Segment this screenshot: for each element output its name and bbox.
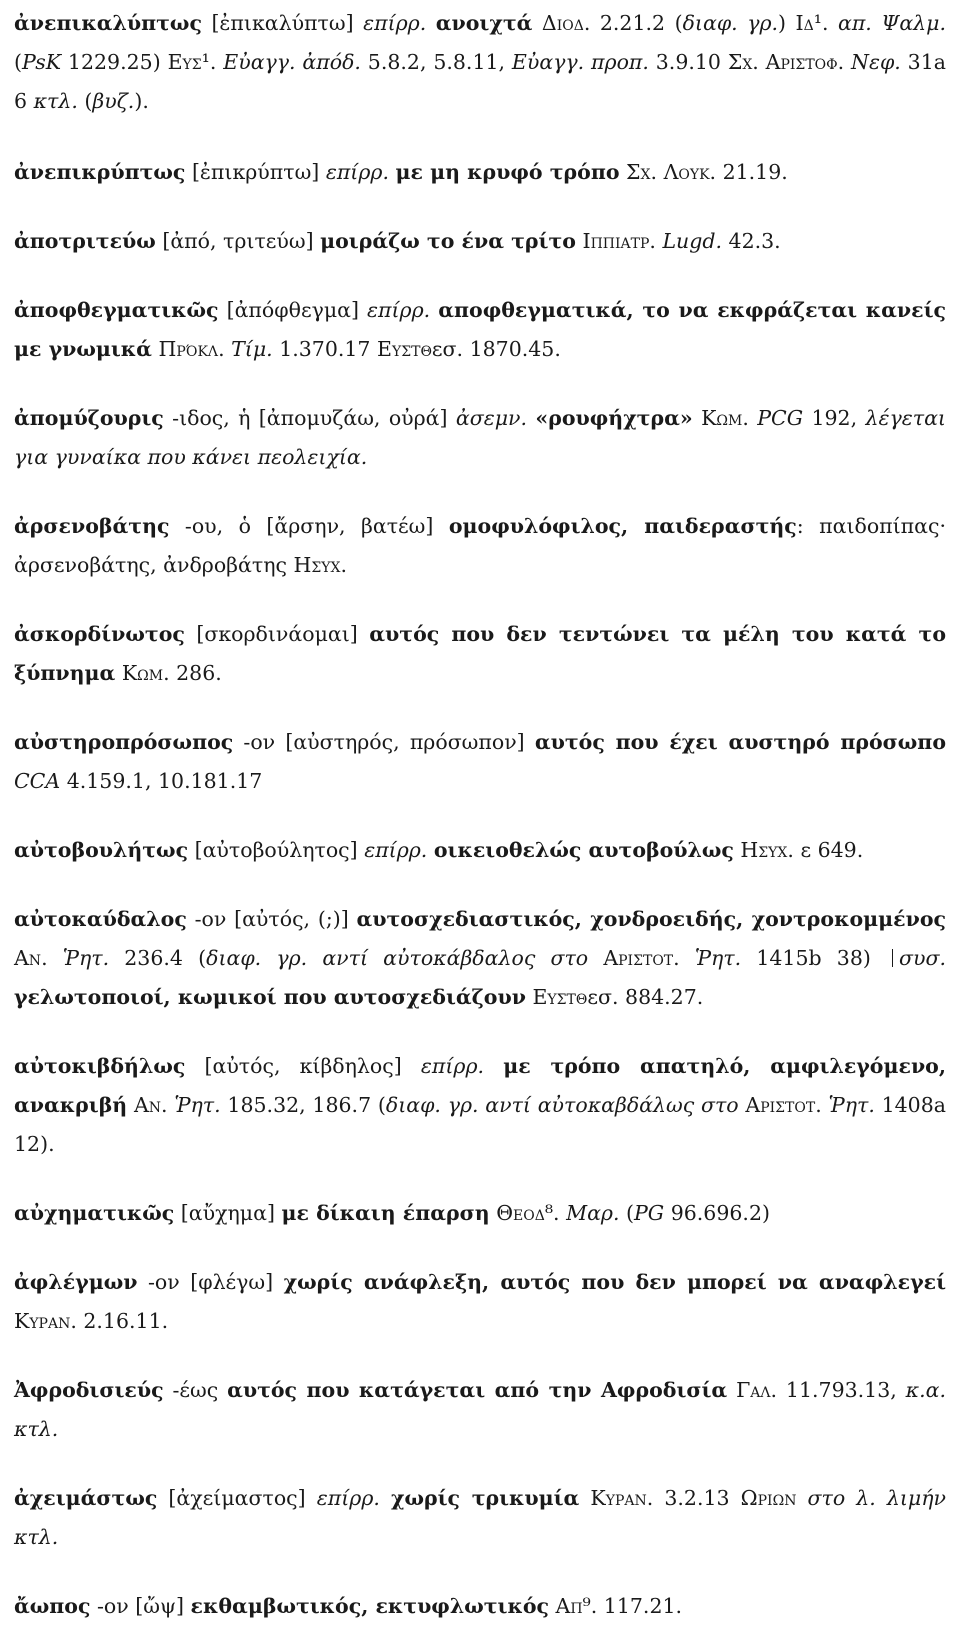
entry-headword: ἄωπος [14, 1594, 91, 1618]
entry-text [872, 11, 882, 35]
entry-headword: αὐστηροπρόσωπος [14, 730, 234, 754]
entry-italic-text: PCG [757, 406, 804, 430]
entry-text [796, 1486, 807, 1510]
entry-text: 31a 6 [14, 50, 946, 113]
entry-italic-text: επίρρ. [325, 160, 389, 184]
entry-text: . 11.793.13, [770, 1378, 906, 1402]
entry-text: ( [14, 50, 22, 74]
entry-text: : παιδοπίπας· ἀρσενοβάτης, ἀνδροβάτης [14, 514, 946, 577]
entry-text: . [650, 160, 664, 184]
entry-text [127, 1093, 134, 1117]
entry-source-abbrev: Σχ [727, 50, 753, 74]
entry-italic-text: επίρρ. [367, 298, 431, 322]
entry-source-abbrev: Αριστοφ [765, 50, 838, 74]
entry-headword: ἀσκορδίνωτος [14, 622, 185, 646]
entry-headword: ἀποτριτεύω [14, 229, 156, 253]
entry-text: [αὐτοβούλητος] [188, 838, 365, 862]
entry-italic-text: PG [634, 1201, 665, 1225]
entry-italic-text: επίρρ. [316, 1486, 380, 1510]
entry-text [426, 11, 436, 35]
entry-text: ( [619, 1201, 635, 1225]
entry-definition: χωρίς τρικυμία [390, 1486, 580, 1510]
entry-definition: αυτός που κατάγεται από την Αφροδισία [227, 1378, 728, 1402]
entry-definition: εκθαμβωτικός, εκτυφλωτικός [190, 1594, 549, 1618]
entry-definition: με δίκαιη έπαρση [281, 1201, 490, 1225]
entry-headword: ἀνεπικρύπτως [14, 160, 186, 184]
entry-source-abbrev: Ησυχ [293, 553, 341, 577]
entry-text: ) [778, 11, 796, 35]
entry-text: . ε 649. [787, 838, 864, 862]
entry-headword: ἀνεπικαλύπτως [14, 11, 202, 35]
entry-italic-text: βυζ. [92, 89, 135, 113]
entry-source-abbrev: Ιδ [795, 11, 814, 35]
entry-text: [ἀπόφθεγμα] [218, 298, 368, 322]
entry-italic-text: διαφ. γρ. αντί αὐτοκαβδάλως στο [385, 1093, 739, 1117]
entry-text: ¹. [201, 50, 224, 74]
entry-definition: αποφθεγματικά, το να εκφράζεται κανείς με γνωμικά [14, 298, 946, 361]
entry-text: 185.32, 186.7 ( [220, 1093, 386, 1117]
entry-italic-text: λέγεται για γυναίκα που κάνει πεολειχία. [14, 406, 946, 469]
entry-text: . [752, 50, 766, 74]
entry-italic-text: Εὐαγγ. προπ. [511, 50, 649, 74]
entry-separator-bar [892, 949, 893, 967]
entry-source-abbrev: Κωμ [121, 661, 164, 685]
entry-definition: με τρόπο απατηλό, αμφιλεγόμενο, ανακριβή [14, 1054, 946, 1117]
entry-source-abbrev: Κωμ [701, 406, 743, 430]
entry-italic-text: απ. [837, 11, 872, 35]
entry-source-abbrev: Θεοδ [496, 1201, 545, 1225]
entry-text: . [340, 553, 348, 577]
entry-text: -ιδος, ἡ [ἀπομυζάω, οὐρά] [163, 406, 456, 430]
entry-headword: αὐτοκαύδαλος [14, 907, 187, 931]
entry-headword: αὐτοβουλήτως [14, 838, 189, 862]
entry-headword: αὐτοκιβδήλως [14, 1054, 186, 1078]
entry-text: ¹. [813, 11, 838, 35]
entry-italic-text: Μαρ. [566, 1201, 620, 1225]
entry-italic-text: Ῥητ. [828, 1093, 875, 1117]
entry-definition: αυτοσχεδιαστικός, χονδροειδής, χοντροκομμένος [356, 907, 946, 931]
entry-italic-text: επίρρ. [364, 838, 428, 862]
entry-source-abbrev: Διοδ [541, 11, 584, 35]
entry-source-abbrev: Απ [555, 1594, 583, 1618]
entry-text [484, 1054, 503, 1078]
entry-italic-text: επίρρ. [363, 11, 427, 35]
entry-source-abbrev: Ωριων [740, 1486, 797, 1510]
dictionary-entry-auchematikos [14, 1194, 946, 1233]
entry-text: . [815, 1093, 829, 1117]
entry-source-abbrev: Αριστοτ [603, 946, 674, 970]
entry-text [727, 1378, 736, 1402]
entry-italic-text: στο λ. λιμήν κτλ. [14, 1486, 946, 1549]
entry-italic-text: διαφ. γρ. [682, 11, 779, 35]
entry-headword: ἀφλέγμων [14, 1270, 138, 1294]
entry-text: . 286. [163, 661, 222, 685]
entry-text: . [41, 946, 63, 970]
entry-headword: ἀπομύζουρις [14, 406, 164, 430]
entry-text: -ον [αὐστηρός, πρόσωπον] [233, 730, 535, 754]
entry-headword: ἀρσενοβάτης [14, 514, 170, 538]
entry-text: . 2.16.11. [70, 1309, 169, 1333]
entry-definition: μοιράζω το ένα τρίτο [320, 229, 576, 253]
entry-source-abbrev: Σχ [626, 160, 651, 184]
dictionary-entry-arsenobates [14, 507, 946, 585]
entry-definition: χωρίς ανάφλεξη, αυτός που δεν μπορεί να αναφλεγεί [283, 1270, 946, 1294]
entry-text: 1415b 38) [741, 946, 887, 970]
entry-source-abbrev: Κυραν [14, 1309, 71, 1333]
entry-text: -ου, ὁ [ἄρσην, βατέω] [169, 514, 449, 538]
entry-definition: με μη κρυφό τρόπο [395, 160, 620, 184]
entry-text: ( [77, 89, 93, 113]
dictionary-entry-acheimastos [14, 1479, 946, 1557]
dictionary-entry-apotriteuo [14, 222, 946, 261]
entry-text: 1229.25) [61, 50, 168, 74]
entry-definition: ομοφυλόφιλος, παιδεραστής [448, 514, 797, 538]
entry-text: -ον [αὐτός, (;)] [186, 907, 357, 931]
entry-definition: ανοιχτά [435, 11, 533, 35]
entry-text: [ἀχείμαστος] [157, 1486, 317, 1510]
dictionary-entry-apomyzouris [14, 399, 946, 477]
entry-italic-text: κ.α. κτλ. [14, 1378, 946, 1441]
entry-text: . 2.21.2 ( [583, 11, 683, 35]
dictionary-entry-anepikryptos [14, 153, 946, 192]
entry-text: . [742, 406, 758, 430]
entry-text: [ἐπικαλύπτω] [201, 11, 364, 35]
entry-italic-text: Εὐαγγ. ἀπόδ. [223, 50, 361, 74]
dictionary-entry-autokibdelos [14, 1047, 946, 1164]
entry-text: 42.3. [722, 229, 781, 253]
entry-text: . [218, 337, 232, 361]
entry-source-abbrev: Κυραν [590, 1486, 647, 1510]
dictionary-entry-aphrodisieus [14, 1371, 946, 1449]
entry-text: -έως [163, 1378, 228, 1402]
entry-text [588, 946, 603, 970]
dictionary-entry-apophthegmatikos [14, 291, 946, 369]
entry-italic-text: PsK [22, 50, 62, 74]
entry-text: -ον [ὤψ] [90, 1594, 191, 1618]
entry-headword: αὐχηματικῶς [14, 1201, 175, 1225]
dictionary-entry-aopos [14, 1587, 946, 1626]
dictionary-entry-austeroprosopos [14, 723, 946, 801]
entry-italic-text: CCA [14, 769, 61, 793]
entry-source-abbrev: Αριστοτ [745, 1093, 816, 1117]
entry-source-abbrev: Ευστθ [532, 985, 588, 1009]
entry-text: 236.4 ( [109, 946, 207, 970]
entry-text: 5.8.2, 5.8.11, [360, 50, 512, 74]
entry-italic-text: Ῥητ. [62, 946, 110, 970]
entry-source-abbrev: Ευστθ [377, 337, 432, 361]
entry-text [693, 406, 701, 430]
entry-text: . [649, 229, 663, 253]
entry-text: [αὔχημα] [174, 1201, 282, 1225]
entry-italic-text: διαφ. γρ. αντί αὐτοκάβδαλος στο [206, 946, 589, 970]
entry-text: 1408a 12). [14, 1093, 946, 1156]
entry-text: εσ. 884.27. [587, 985, 704, 1009]
entry-text: -ον [φλέγω] [137, 1270, 284, 1294]
dictionary-entry-aphlegmon [14, 1263, 946, 1341]
entry-text [579, 1486, 590, 1510]
entry-text: . [673, 946, 695, 970]
entry-text: [αὐτός, κίβδηλος] [185, 1054, 421, 1078]
entry-text: ⁹. 117.21. [582, 1594, 683, 1618]
entry-source-abbrev: Ιππιατρ [582, 229, 650, 253]
entry-italic-text: Lugd. [662, 229, 723, 253]
entry-text: [ἐπικρύπτω] [185, 160, 326, 184]
entry-source-abbrev: Ησυχ [740, 838, 788, 862]
entry-source-abbrev: Ευσ [167, 50, 202, 74]
entry-italic-text: συσ. [899, 946, 946, 970]
dictionary-entry-autokaudalos [14, 900, 946, 1017]
entry-text: ⁸. [544, 1201, 567, 1225]
entry-definition: οικειοθελώς αυτοβούλως [433, 838, 734, 862]
entry-text: . [161, 1093, 175, 1117]
entry-text: 96.696.2) [664, 1201, 770, 1225]
entry-italic-text: Νεφ. [851, 50, 901, 74]
dictionary-entry-anepikalyptos [14, 4, 946, 121]
entry-italic-text: Ῥητ. [694, 946, 742, 970]
entry-italic-text: ἀσεμν. [455, 406, 528, 430]
entry-text: . [837, 50, 851, 74]
entry-source-abbrev: Λουκ [663, 160, 710, 184]
entry-source-abbrev: Αν [14, 946, 42, 970]
entry-text: [ἀπό, τριτεύω] [155, 229, 321, 253]
entry-text [380, 1486, 391, 1510]
entry-source-abbrev: Γαλ [736, 1378, 771, 1402]
entry-text: 3.9.10 [648, 50, 728, 74]
entry-text: . 21.19. [709, 160, 788, 184]
entry-italic-text: κτλ. [33, 89, 78, 113]
entry-italic-text: Ῥητ. [174, 1093, 221, 1117]
entry-headword: ἀποφθεγματικῶς [14, 298, 219, 322]
entry-text: 4.159.1, 10.181.17 [60, 769, 263, 793]
entry-text: 1.370.17 [272, 337, 377, 361]
entry-text: ). [134, 89, 149, 113]
entry-text [532, 11, 542, 35]
entry-headword: Ἀφροδισιεύς [14, 1378, 164, 1402]
entry-definition: «ρουφήχτρα» [535, 406, 693, 430]
entry-text: εσ. 1870.45. [431, 337, 561, 361]
dictionary-entry-askordinotos [14, 615, 946, 693]
entry-italic-text: Ψαλμ. [881, 11, 946, 35]
entry-text: [σκορδινάομαι] [184, 622, 370, 646]
entry-headword: ἀχειμάστως [14, 1486, 158, 1510]
entry-text: 192, [803, 406, 866, 430]
entry-italic-text: επίρρ. [420, 1054, 485, 1078]
entry-source-abbrev: Πρόκλ [158, 337, 219, 361]
entry-definition: αυτός που έχει αυστηρό πρόσωπο [534, 730, 946, 754]
entry-definition: γελωτοποιοί, κωμικοί που αυτοσχεδιάζουν [14, 985, 526, 1009]
dictionary-entry-autoboulētos [14, 831, 946, 870]
entry-definition: αυτός που δεν τεντώνει τα μέλη του κατά το ξύπνημα [14, 622, 946, 685]
entry-italic-text: Τίμ. [231, 337, 273, 361]
entry-text: . 3.2.13 [646, 1486, 741, 1510]
entry-source-abbrev: Αν [133, 1093, 162, 1117]
